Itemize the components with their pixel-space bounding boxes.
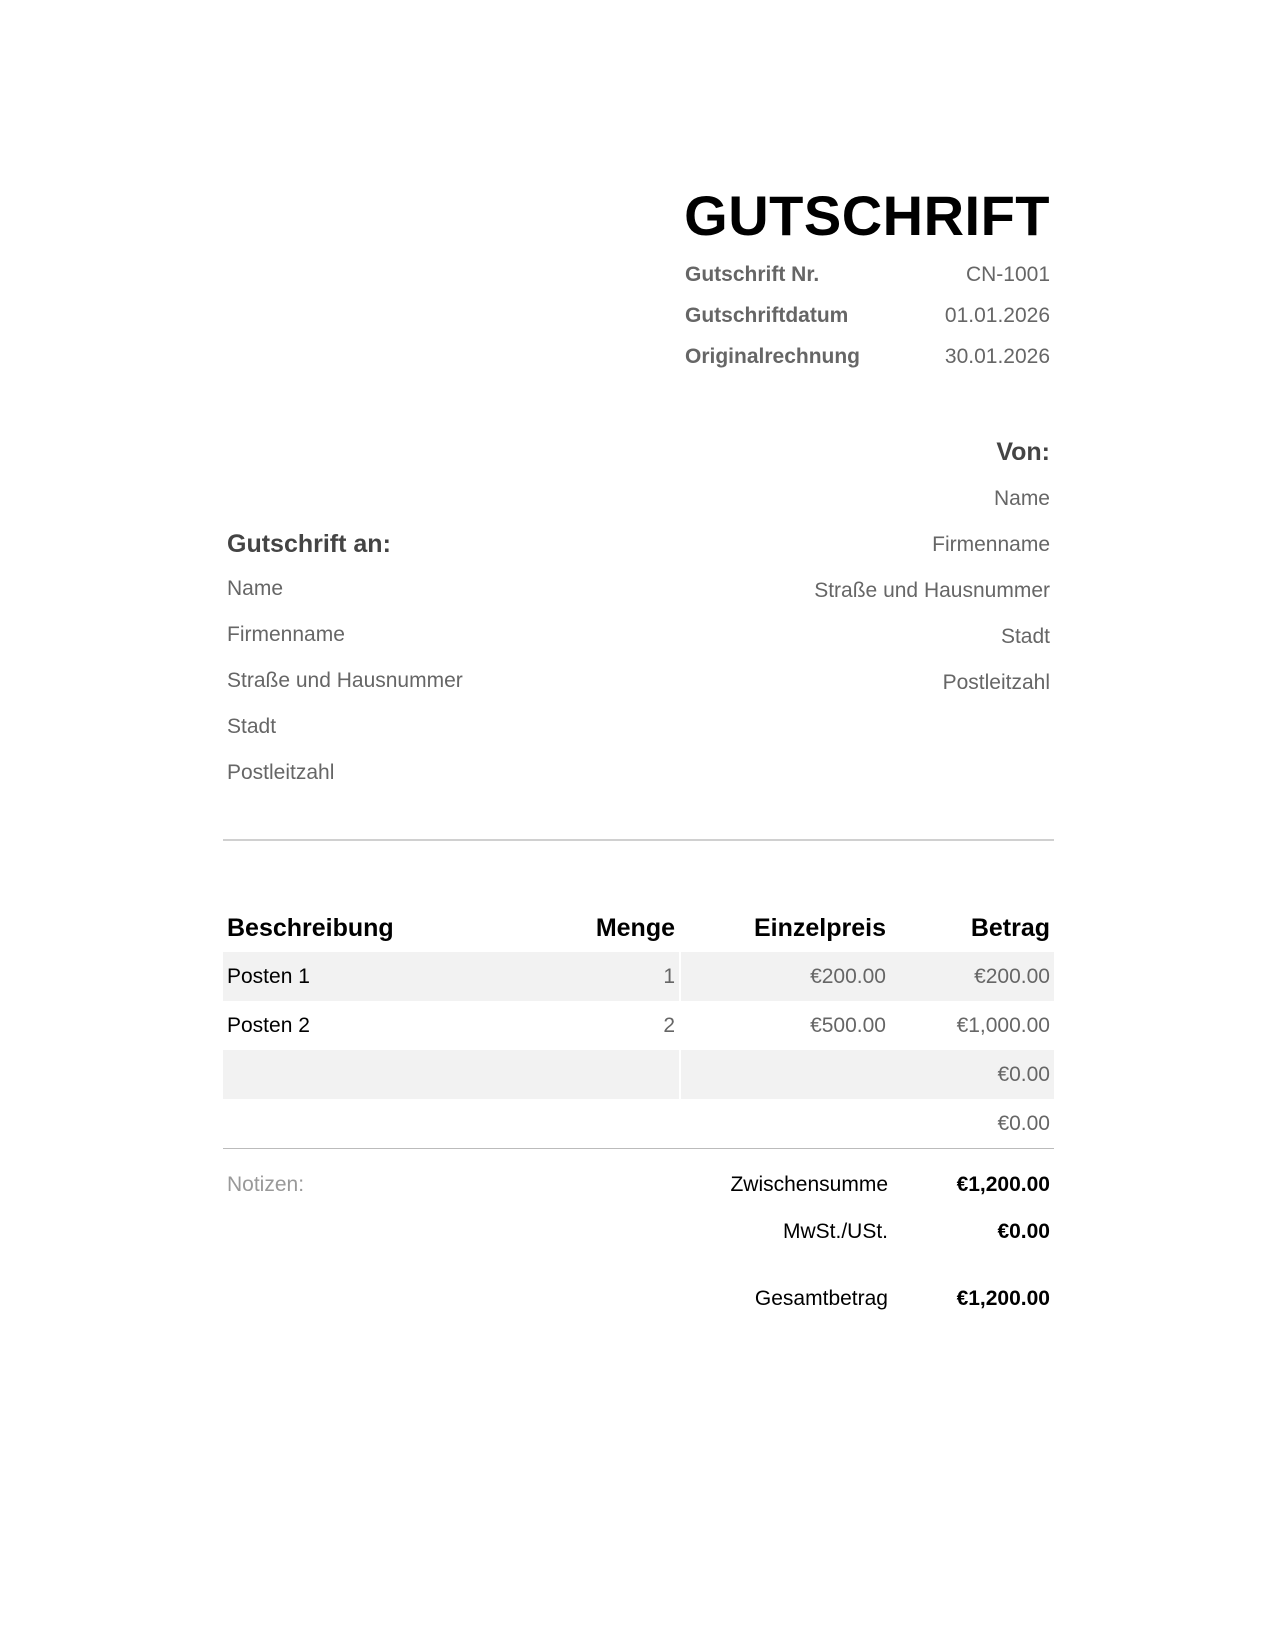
subtotal-label: Zwischensumme <box>730 1173 888 1196</box>
item-amount: €1,000.00 <box>956 1013 1050 1037</box>
recipient-address <box>227 530 463 807</box>
sender-zip: Postleitzahl <box>942 671 1050 694</box>
line-items-table <box>223 904 1054 1149</box>
item-unit-price: €500.00 <box>810 1013 886 1037</box>
item-amount: €0.00 <box>890 1050 1054 1099</box>
credit-note-number-value: CN-1001 <box>965 263 1050 286</box>
credit-note-date-label: Gutschriftdatum <box>685 304 849 327</box>
credit-note-page <box>223 0 1054 1650</box>
tax-row <box>683 1220 1054 1244</box>
item-quantity <box>536 1050 679 1099</box>
original-invoice-value: 30.01.2026 <box>944 345 1050 368</box>
header-amount: Betrag <box>970 913 1050 942</box>
sender-city: Stadt <box>1000 625 1050 648</box>
notes-label: Notizen: <box>227 1173 305 1196</box>
header-quantity: Menge <box>595 913 675 942</box>
item-description <box>223 1099 536 1148</box>
recipient-zip: Postleitzahl <box>227 761 335 784</box>
meta-row-original-invoice <box>685 346 1050 387</box>
tax-label: MwSt./USt. <box>782 1220 888 1243</box>
table-row <box>223 1050 1054 1099</box>
item-quantity: 2 <box>663 1013 675 1037</box>
meta-row-date <box>685 305 1050 346</box>
table-header-row <box>223 904 1054 952</box>
totals-block <box>683 1173 1054 1311</box>
sender-company: Firmenname <box>932 533 1050 556</box>
section-divider <box>223 839 1054 841</box>
table-row <box>223 952 1054 1001</box>
total-row <box>683 1287 1054 1311</box>
item-unit-price <box>681 1050 890 1099</box>
table-bottom-rule <box>223 1148 1054 1149</box>
total-value: €1,200.00 <box>956 1287 1050 1310</box>
item-description <box>223 1050 536 1099</box>
recipient-company: Firmenname <box>227 623 345 646</box>
item-amount: €0.00 <box>997 1111 1050 1135</box>
sender-name: Name <box>993 487 1050 510</box>
recipient-name: Name <box>227 577 284 600</box>
item-description: Posten 1 <box>223 952 536 1001</box>
tax-value: €0.00 <box>997 1220 1050 1243</box>
recipient-heading: Gutschrift an: <box>227 530 391 558</box>
credit-note-number-label: Gutschrift Nr. <box>685 263 820 286</box>
meta-row-number <box>685 264 1050 305</box>
sender-address <box>814 438 1050 717</box>
item-description: Posten 2 <box>227 1013 310 1037</box>
item-unit-price <box>681 1099 890 1148</box>
recipient-street: Straße und Hausnummer <box>227 669 463 692</box>
table-row <box>223 1001 1054 1050</box>
item-amount: €200.00 <box>890 952 1054 1001</box>
sender-street: Straße und Hausnummer <box>814 579 1050 602</box>
subtotal-row <box>683 1173 1054 1197</box>
recipient-city: Stadt <box>227 715 277 738</box>
credit-note-date-value: 01.01.2026 <box>944 304 1050 327</box>
original-invoice-label: Originalrechnung <box>685 345 861 368</box>
subtotal-value: €1,200.00 <box>956 1173 1050 1196</box>
table-row <box>223 1099 1054 1148</box>
header-description: Beschreibung <box>227 913 394 942</box>
header-unit-price: Einzelpreis <box>754 913 886 942</box>
sender-heading: Von: <box>996 438 1050 466</box>
item-quantity <box>536 1099 679 1148</box>
total-label: Gesamtbetrag <box>754 1287 888 1310</box>
item-unit-price: €200.00 <box>681 952 890 1001</box>
item-quantity: 1 <box>536 952 679 1001</box>
document-title: GUTSCHRIFT <box>684 184 1050 247</box>
document-meta <box>685 264 1050 387</box>
